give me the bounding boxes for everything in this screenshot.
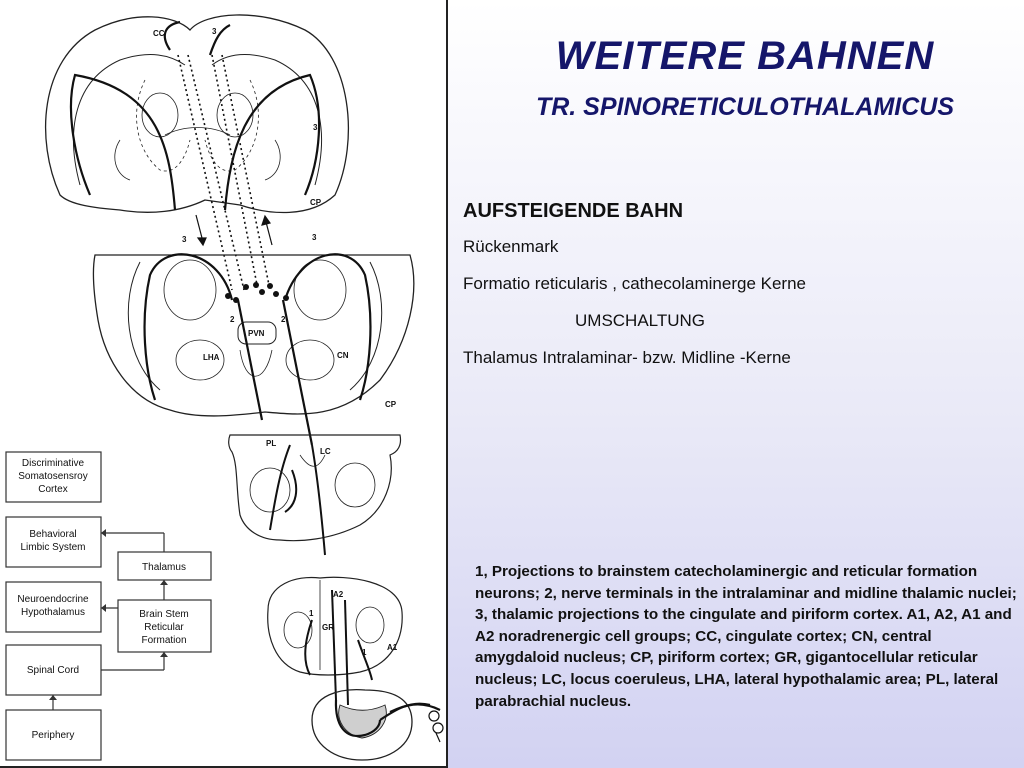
spinal-cord-section bbox=[312, 690, 412, 760]
label-3-right-mid: 3 bbox=[312, 233, 317, 242]
dorsal-root-ganglion-icon bbox=[429, 711, 443, 742]
label-pvn: PVN bbox=[248, 329, 265, 338]
box-cortex-line1: Discriminative bbox=[21, 458, 85, 469]
anatomy-figure bbox=[0, 0, 448, 768]
label-3-right: 3 bbox=[313, 123, 318, 132]
box-limbic-line1: Behavioral bbox=[29, 529, 77, 540]
pathway-heading: AUFSTEIGENDE BAHN bbox=[463, 200, 684, 222]
label-a1: A1 bbox=[387, 643, 398, 652]
label-cp-top: CP bbox=[310, 198, 322, 207]
flow-chart bbox=[6, 452, 211, 760]
pathway-list bbox=[463, 200, 1013, 385]
pathway-line-reticular-formation: Formatio reticularis , cathecolaminerge Kerne bbox=[463, 274, 806, 293]
label-cp-mid: CP bbox=[385, 400, 397, 409]
label-pl: PL bbox=[266, 439, 277, 448]
pathway-line-thalamus: Thalamus Intralaminar- bzw. Midline -Kerne bbox=[463, 348, 791, 367]
slide-title: WEITERE BAHNEN bbox=[555, 34, 935, 78]
box-spinal-cord: Spinal Cord bbox=[26, 665, 80, 676]
label-a2: A2 bbox=[333, 590, 344, 599]
pathway-line-spinal-cord: Rückenmark bbox=[463, 237, 559, 256]
box-hypothalamus-line2: Hypothalamus bbox=[21, 607, 85, 618]
box-thalamus: Thalamus bbox=[142, 562, 186, 573]
pons-section bbox=[229, 435, 401, 541]
box-cortex-line2: Somatosensroy bbox=[18, 471, 88, 482]
box-brainstem-line1: Brain Stem bbox=[139, 609, 189, 620]
box-cortex-line3: Cortex bbox=[38, 484, 68, 495]
box-limbic-line2: Limbic System bbox=[20, 542, 86, 553]
box-brainstem-line3: Formation bbox=[141, 635, 187, 646]
label-2-left: 2 bbox=[230, 315, 235, 324]
box-brainstem-line2: Reticular bbox=[144, 622, 184, 633]
label-cc: CC bbox=[153, 29, 165, 38]
forebrain-section bbox=[46, 15, 349, 213]
direction-arrows bbox=[196, 215, 272, 245]
label-2-right: 2 bbox=[281, 315, 286, 324]
figure-caption: 1, Projections to brainstem catecholaminergic and reticular formation neurons; 2, nerve terminals in the intralaminar and midline thalamic nuclei; 3, thalamic projections to the cingulate and piriform cortex. A1, A2, A1 and A2 noradrenergic cell groups; CC, cingulate cortex; CN, central amygdaloid nucleus; CP, piriform cortex; GR, gigantocellular reticular nucleus; LC, locus coeruleus, LHA, lateral hypothalamic area; PL, lateral parabrachial nucleus. bbox=[475, 563, 1017, 710]
thalamic-terminals bbox=[225, 282, 289, 303]
pathway-line-relay: UMSCHALTUNG bbox=[575, 311, 706, 330]
label-3-left-mid: 3 bbox=[182, 235, 187, 244]
forebrain-tracts bbox=[71, 22, 319, 210]
box-periphery: Periphery bbox=[31, 730, 75, 741]
label-cn: CN bbox=[337, 351, 349, 360]
label-1-right: 1 bbox=[362, 648, 367, 657]
label-3-top: 3 bbox=[212, 27, 217, 36]
slide-subtitle: TR. SPINORETICULOTHALAMICUS bbox=[535, 93, 955, 121]
label-gr: GR bbox=[322, 623, 334, 632]
box-hypothalamus-line1: Neuroendocrine bbox=[17, 594, 89, 605]
label-lha: LHA bbox=[203, 353, 220, 362]
label-1-medulla: 1 bbox=[309, 609, 314, 618]
label-lc: LC bbox=[320, 447, 331, 456]
